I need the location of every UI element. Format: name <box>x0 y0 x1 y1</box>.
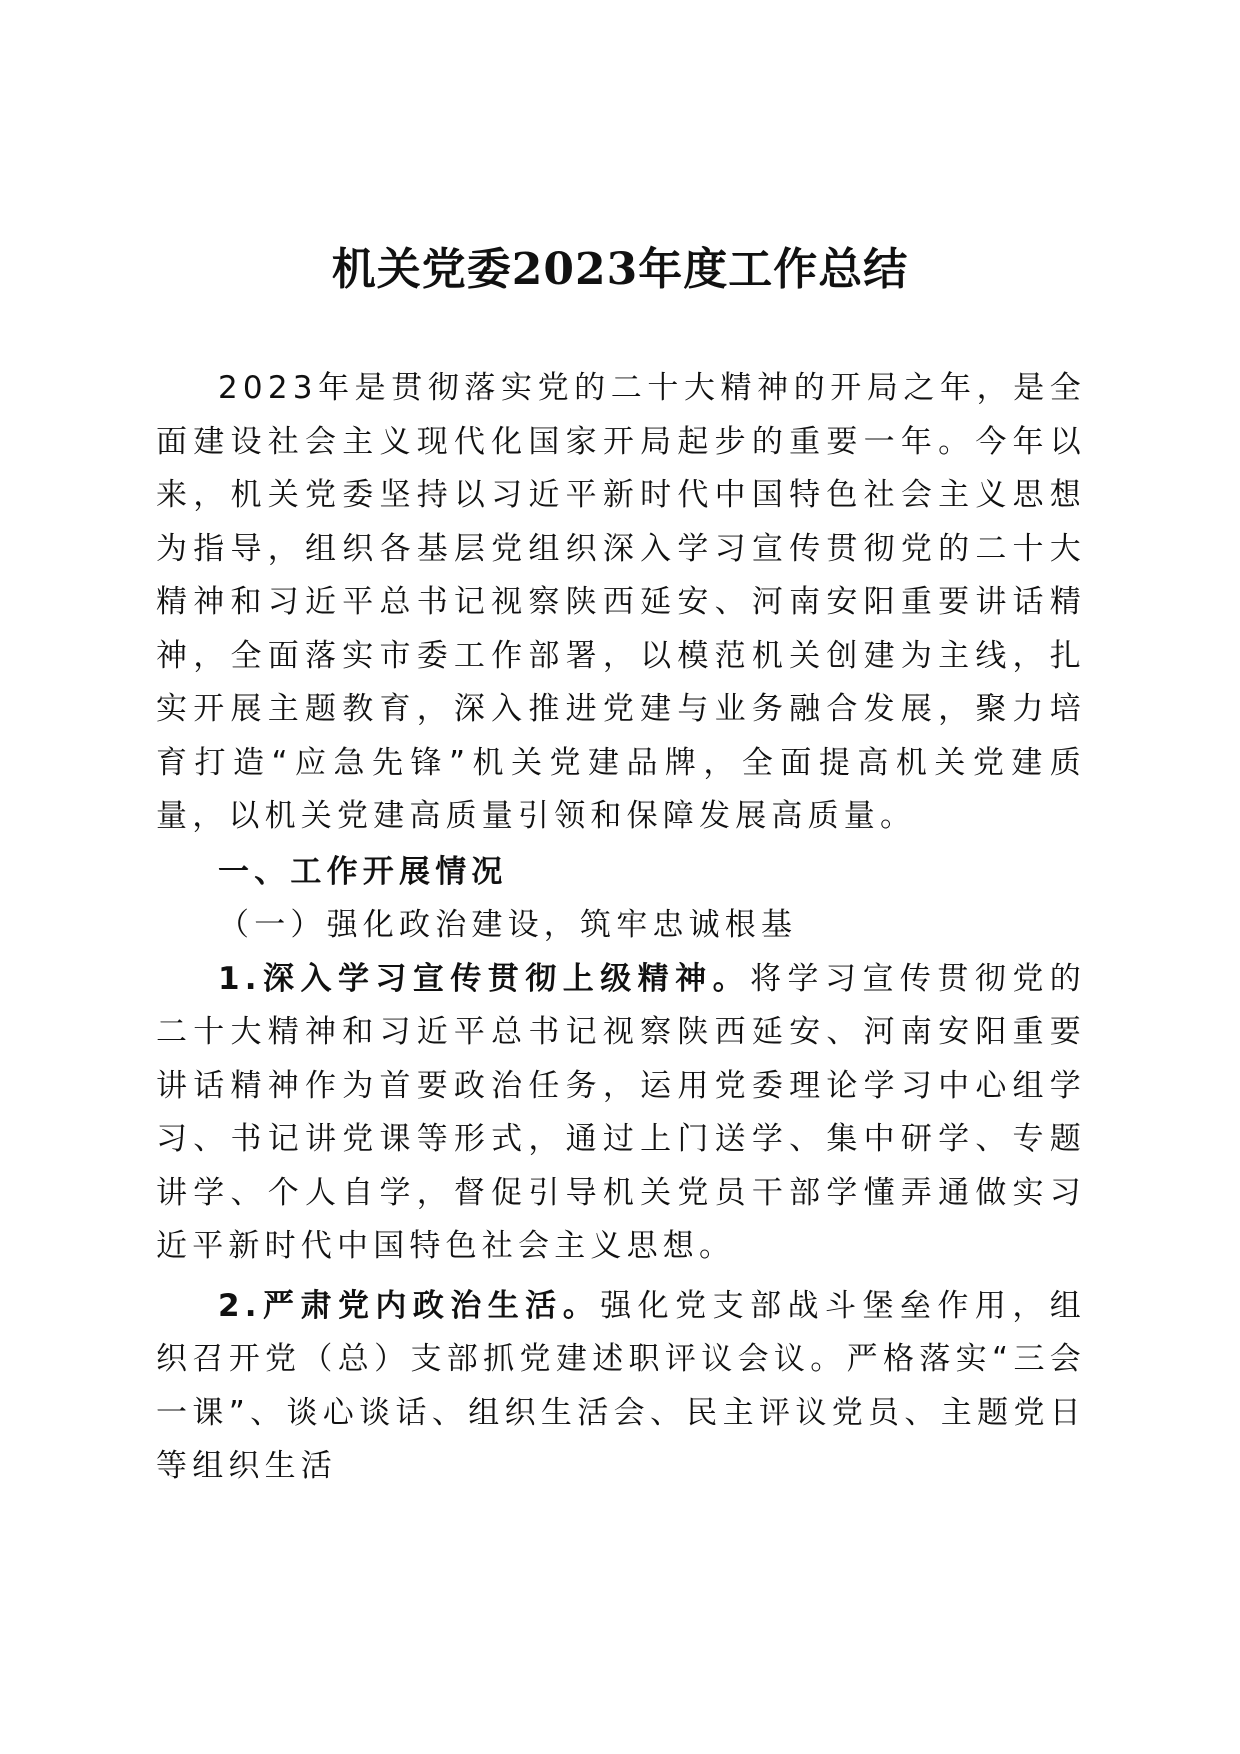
item-1-lead: 1.深入学习宣传贯彻上级精神。 <box>218 960 751 997</box>
intro-paragraph: 2023年是贯彻落实党的二十大精神的开局之年，是全面建设社会主义现代化国家开局起步的重要一年。今年以来，机关党委坚持以习近平新时代中国特色社会主义思想为指导，组织各基层党组织深入学习宣传贯彻党的二十大精神和习近平总书记视察陕西延安、河南安阳重要讲话精神，全面落实市委工作部署，以模范机关创建为主线，扎实开展主题教育，深入推进党建与业务融合发展，聚力培育打造“应急先锋”机关党建品牌，全面提高机关党建质量，以机关党建高质量引领和保障发展高质量。 <box>156 370 1086 834</box>
subsection-heading-political-building: （一）强化政治建设，筑牢忠诚根基 <box>218 907 798 943</box>
document-body <box>156 362 1086 1494</box>
section-heading-work-progress: 一、工作开展情况 <box>218 853 508 890</box>
item-2-text: 强化党支部战斗堡垒作用，组织召开党（总）支部抓党建述职评议会议。严格落实“三会一课”、谈心谈话、组织生活会、民主评议党员、主题党日等组织生活 <box>156 1287 1086 1484</box>
item-paragraph-1 <box>156 953 1086 1274</box>
item-paragraph-2 <box>156 1280 1086 1494</box>
document-title: 机关党委2023年度工作总结 <box>331 244 909 295</box>
item-1-text: 将学习宣传贯彻党的二十大精神和习近平总书记视察陕西延安、河南安阳重要讲话精神作为首要政治任务，运用党委理论学习中心组学习、书记讲党课等形式，通过上门送学、集中研学、专题讲学、个人自学，督促引导机关党员干部学懂弄通做实习近平新时代中国特色社会主义思想。 <box>156 960 1086 1264</box>
item-2-lead: 2.严肃党内政治生活。 <box>218 1287 601 1324</box>
